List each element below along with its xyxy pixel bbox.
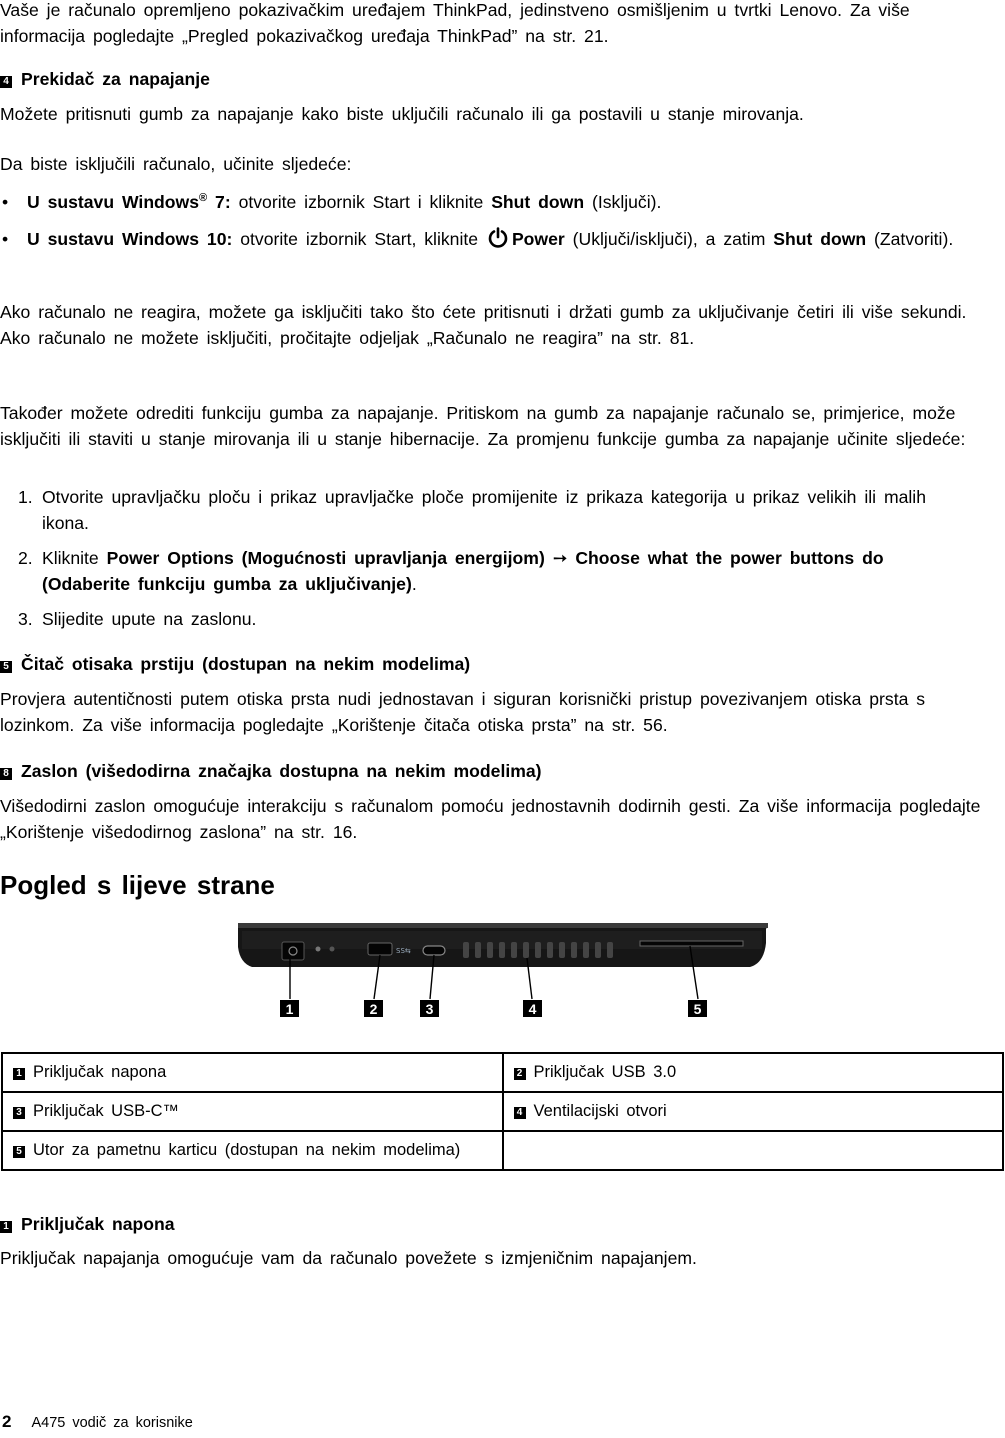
table-row — [2, 1092, 1003, 1131]
vent-slot — [559, 942, 565, 958]
table-cell — [503, 1092, 1004, 1131]
power-connector-port — [282, 942, 304, 960]
status-led — [330, 947, 335, 952]
screen-paragraph: Višedodirni zaslon omogućuje interakciju s računalom pomoću jednostavnih dodirnih gesti. Za više informacija pogledajte „Korištenje višedodirnog zaslona” na str. 16. — [0, 796, 981, 842]
table-row — [2, 1131, 1003, 1170]
step-number: 3. — [18, 609, 33, 629]
intro-paragraph: Vaše je računalo opremljeno pokazivačkim uređajem ThinkPad, jedinstveno osmišljenim u tvrtki Lenovo. Za više informacija pogledajte „Pregled pokazivačkog uređaja ThinkPad” na str. 21. — [0, 0, 910, 46]
vent-slot — [595, 942, 601, 958]
table-cell — [2, 1092, 503, 1131]
table-row — [2, 1053, 1003, 1092]
page-number: 2 — [2, 1412, 12, 1431]
heading-text: Zaslon (višedodirna značajka dostupna na nekim modelima) — [21, 761, 542, 781]
power-options-label: Power Options (Mogućnosti upravljanja energijom) — [106, 548, 545, 568]
heading-text: Prekidač za napajanje — [21, 69, 210, 89]
cell-text: Ventilacijski otvori — [533, 1102, 667, 1120]
cell-text: Utor za pametnu karticu (dostupan na nekim modelima) — [33, 1141, 461, 1159]
heading-text: Čitač otisaka prstiju (dostupan na nekim modelima) — [21, 654, 471, 674]
bullet-text-end: (Isključi). — [584, 192, 662, 212]
step-number: 2. — [18, 548, 33, 568]
vent-slot — [535, 942, 541, 958]
left-view-title: Pogled s lijeve strane — [0, 870, 275, 900]
shut-down-label: Shut down — [491, 192, 585, 212]
bullet-windows10 — [0, 226, 980, 255]
bullet-lead-end: 7: — [207, 192, 231, 212]
step-text: Kliknite — [42, 548, 107, 568]
callout-number: 8 — [0, 768, 12, 780]
callout-label-1: 1 — [285, 1001, 294, 1017]
power-steps — [0, 484, 960, 641]
arrow-icon: ➙ — [552, 548, 568, 568]
bullet-windows7 — [0, 189, 980, 215]
cell-text: Priključak USB 3.0 — [533, 1063, 677, 1081]
power-label: Power — [511, 229, 565, 249]
callout-number: 4 — [514, 1107, 526, 1119]
bullet-text-end: (Zatvoriti). — [866, 229, 954, 249]
power-led — [316, 947, 321, 952]
vent-slot — [511, 942, 517, 958]
vent-slot — [523, 942, 529, 958]
table-cell — [503, 1053, 1004, 1092]
vent-slot — [463, 942, 469, 958]
callout-number: 4 — [0, 76, 12, 88]
vent-slot — [547, 942, 553, 958]
vent-slot — [499, 942, 505, 958]
fingerprint-paragraph: Provjera autentičnosti putem otiska prsta nudi jednostavan i siguran korisnički pristup povezivanjem otiska prsta s lozinkom. Za više informacija pogledajte „Korištenje čitača otiska prsta” na str. 56. — [0, 689, 926, 735]
usb3-port — [368, 943, 392, 955]
bullet-text: otvorite izbornik Start, kliknite — [232, 229, 479, 249]
callout-number: 2 — [514, 1068, 526, 1080]
callout-number: 5 — [13, 1146, 25, 1158]
screen-heading — [0, 758, 542, 784]
power-p4: Također možete odrediti funkciju gumba za napajanje. Pritiskom na gumb za napajanje računalo se, primjerice, može isključiti ili staviti u stanje mirovanja ili u stanje hibernacije. Za promjenu funkcije gumba za napajanje učinite sljedeće: — [0, 403, 966, 449]
footer-title: A475 vodič za korisnike — [31, 1415, 193, 1431]
cell-text: Priključak napona — [33, 1063, 167, 1081]
step-number: 1. — [18, 487, 33, 507]
vent-slot — [583, 942, 589, 958]
vent-slot — [487, 942, 493, 958]
vent-slot — [475, 942, 481, 958]
callout-number: 1 — [0, 1221, 12, 1233]
vent-slot — [571, 942, 577, 958]
bullet-lead: U sustavu Windows — [27, 192, 200, 212]
callout-number: 5 — [0, 661, 12, 673]
step-1 — [0, 484, 960, 536]
table-cell-empty — [503, 1131, 1004, 1170]
shutdown-bullets — [0, 189, 980, 266]
step-text: Slijedite upute na zaslonu. — [42, 609, 257, 629]
shut-down-label: Shut down — [773, 229, 867, 249]
power-p3: Ako računalo ne reagira, možete ga isključiti tako što ćete pritisnuti i držati gumb za uključivanje četiri ili više sekundi. Ako računalo ne možete isključiti, pročitajte odjeljak „Računalo ne reagira” na str. 81. — [0, 302, 967, 348]
ports-table — [1, 1052, 1004, 1171]
callout-number: 3 — [13, 1107, 25, 1119]
usb-ss-mark: SS⇆ — [396, 947, 411, 955]
callout-label-5: 5 — [693, 1001, 702, 1017]
smart-card-slot — [640, 941, 743, 946]
callout-label-4: 4 — [528, 1001, 537, 1017]
power-switch-heading — [0, 66, 210, 92]
laptop-left-side-illustration — [230, 917, 775, 1023]
bullet-text-mid: (Uključi/isključi), a zatim — [564, 229, 774, 249]
power-connector-paragraph: Priključak napajanja omogućuje vam da računalo povežete s izmjeničnim napajanjem. — [0, 1248, 697, 1268]
table-cell — [2, 1053, 503, 1092]
vent-slot — [607, 942, 613, 958]
callout-number: 1 — [13, 1068, 25, 1080]
callout-label-3: 3 — [425, 1001, 434, 1017]
lid-edge — [238, 923, 768, 928]
step-text: Otvorite upravljačku ploču i prikaz upravljačke ploče promijenite iz prikaza kategorija u prikaz velikih ili malih ikona. — [42, 487, 926, 533]
bullet-lead: U sustavu Windows 10: — [27, 229, 233, 249]
usb-c-port — [423, 946, 445, 955]
table-cell — [2, 1131, 503, 1170]
step-end: . — [411, 574, 417, 594]
power-icon — [488, 227, 508, 255]
registered-mark: ® — [199, 192, 208, 205]
choose-buttons-label: Choose what the power buttons do (Odaberite funkciju gumba za uključivanje) — [42, 548, 884, 594]
power-p1: Možete pritisnuti gumb za napajanje kako biste uključili računalo ili ga postavili u stanje mirovanja. — [0, 104, 804, 124]
heading-text: Priključak napona — [21, 1214, 175, 1234]
power-p2: Da biste isključili računalo, učinite sljedeće: — [0, 154, 352, 174]
callout-label-2: 2 — [369, 1001, 378, 1017]
bullet-text: otvorite izbornik Start i kliknite — [230, 192, 492, 212]
fingerprint-heading — [0, 651, 470, 677]
step-2 — [0, 545, 960, 597]
power-connector-heading — [0, 1211, 175, 1237]
page-footer — [2, 1412, 193, 1433]
step-3 — [0, 606, 960, 632]
cell-text: Priključak USB-C™ — [33, 1102, 180, 1120]
